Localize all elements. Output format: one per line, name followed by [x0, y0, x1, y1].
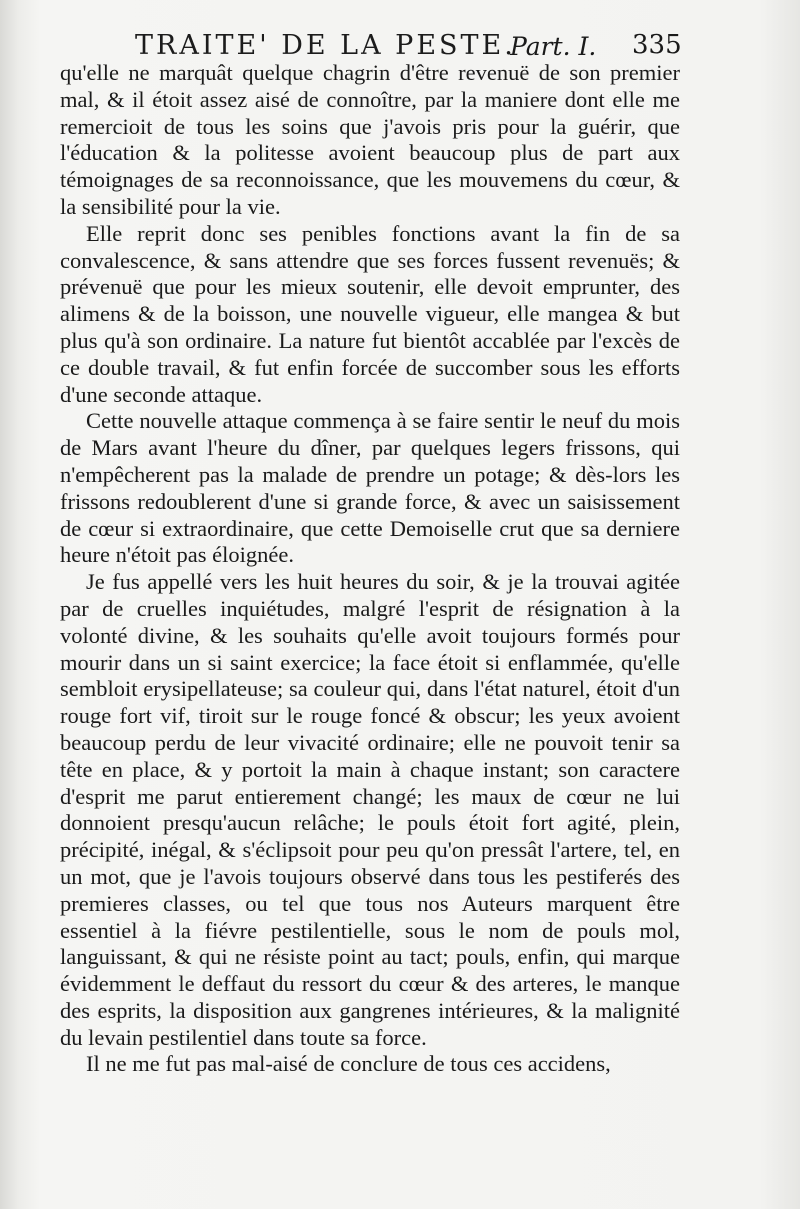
paragraph-continuation: qu'elle ne marquât quelque chagrin d'être revenuë de son premier mal, & il étoit assez aisé de connoître, par la maniere dont elle me remercioit de tous les soins que j'avois pris pour la guérir, que l'éducation & la politesse avoient beaucoup plus de part aux témoignages de sa reconnoissance, que les mouvemens du cœur, & la sensibilité pour la vie.: [60, 60, 680, 219]
paragraph: Je fus appellé vers les huit heures du soir, & je la trouvai agitée par de cruelles inquiétudes, malgré l'esprit de résignation à la volonté divine, & les souhaits qu'elle avoit toujours formés pour mourir dans un si saint exercice; la face étoit si enflammée, qu'elle sembloit erysipellateuse; sa couleur qui, dans l'état naturel, étoit d'un rouge fort vif, tiroit sur le rouge foncé & obscur; les yeux avoient beaucoup perdu de leur vivacité ordinaire; elle ne pouvoit tenir sa tête en place, & y portoit la main à chaque instant; son caractere d'esprit me parut entierement changé; les maux de cœur ne lui donnoient presqu'aucun relâche; le pouls étoit fort agité, plein, précipité, inégal, & s'éclipsoit pour peu qu'on pressât l'artere, tel, en un mot, que je l'avois toujours observé dans tous les pestiferés des premieres classes, ou tel que tous nos Auteurs marquent être essentiel à la fiévre pestilentielle, sous le nom de pouls mol, languissant, & qui ne résiste point au tact; pouls, enfin, qui marque évidemment le deffaut du ressort du cœur & des arteres, le manque des esprits, la disposition aux gangrenes intérieures, & la malignité du levain pestilentiel dans toute sa force.: [60, 569, 680, 1050]
running-title: TRAITE' DE LA PESTE.: [135, 30, 516, 61]
paragraph: Cette nouvelle attaque commença à se faire sentir le neuf du mois de Mars avant l'heure du dîner, par quelques legers frissons, qui n'empêcherent pas la malade de prendre un potage; & dès-lors les frissons redoublerent d'une si grande force, & avec un saisissement de cœur si extraordinaire, que cette Demoiselle crut que sa derniere heure n'étoit pas éloignée.: [60, 408, 680, 568]
body-text: [60, 60, 680, 1078]
page-number: 335: [632, 30, 682, 60]
part-label: Part. I.: [510, 32, 597, 61]
paragraph: Elle reprit donc ses penibles fonctions avant la fin de sa convalescence, & sans attendre que ses forces fussent revenuës; & prévenuë que pour les mieux soutenir, elle devoit emprunter, des alimens & de la boisson, une nouvelle vigueur, elle mangea & but plus qu'à son ordinaire. La nature fut bientôt accablée par l'excès de ce double travail, & fut enfin forcée de succomber sous les efforts d'une seconde attaque.: [60, 220, 680, 407]
paragraph-last: Il ne me fut pas mal-aisé de conclure de tous ces accidens,: [86, 1051, 611, 1077]
